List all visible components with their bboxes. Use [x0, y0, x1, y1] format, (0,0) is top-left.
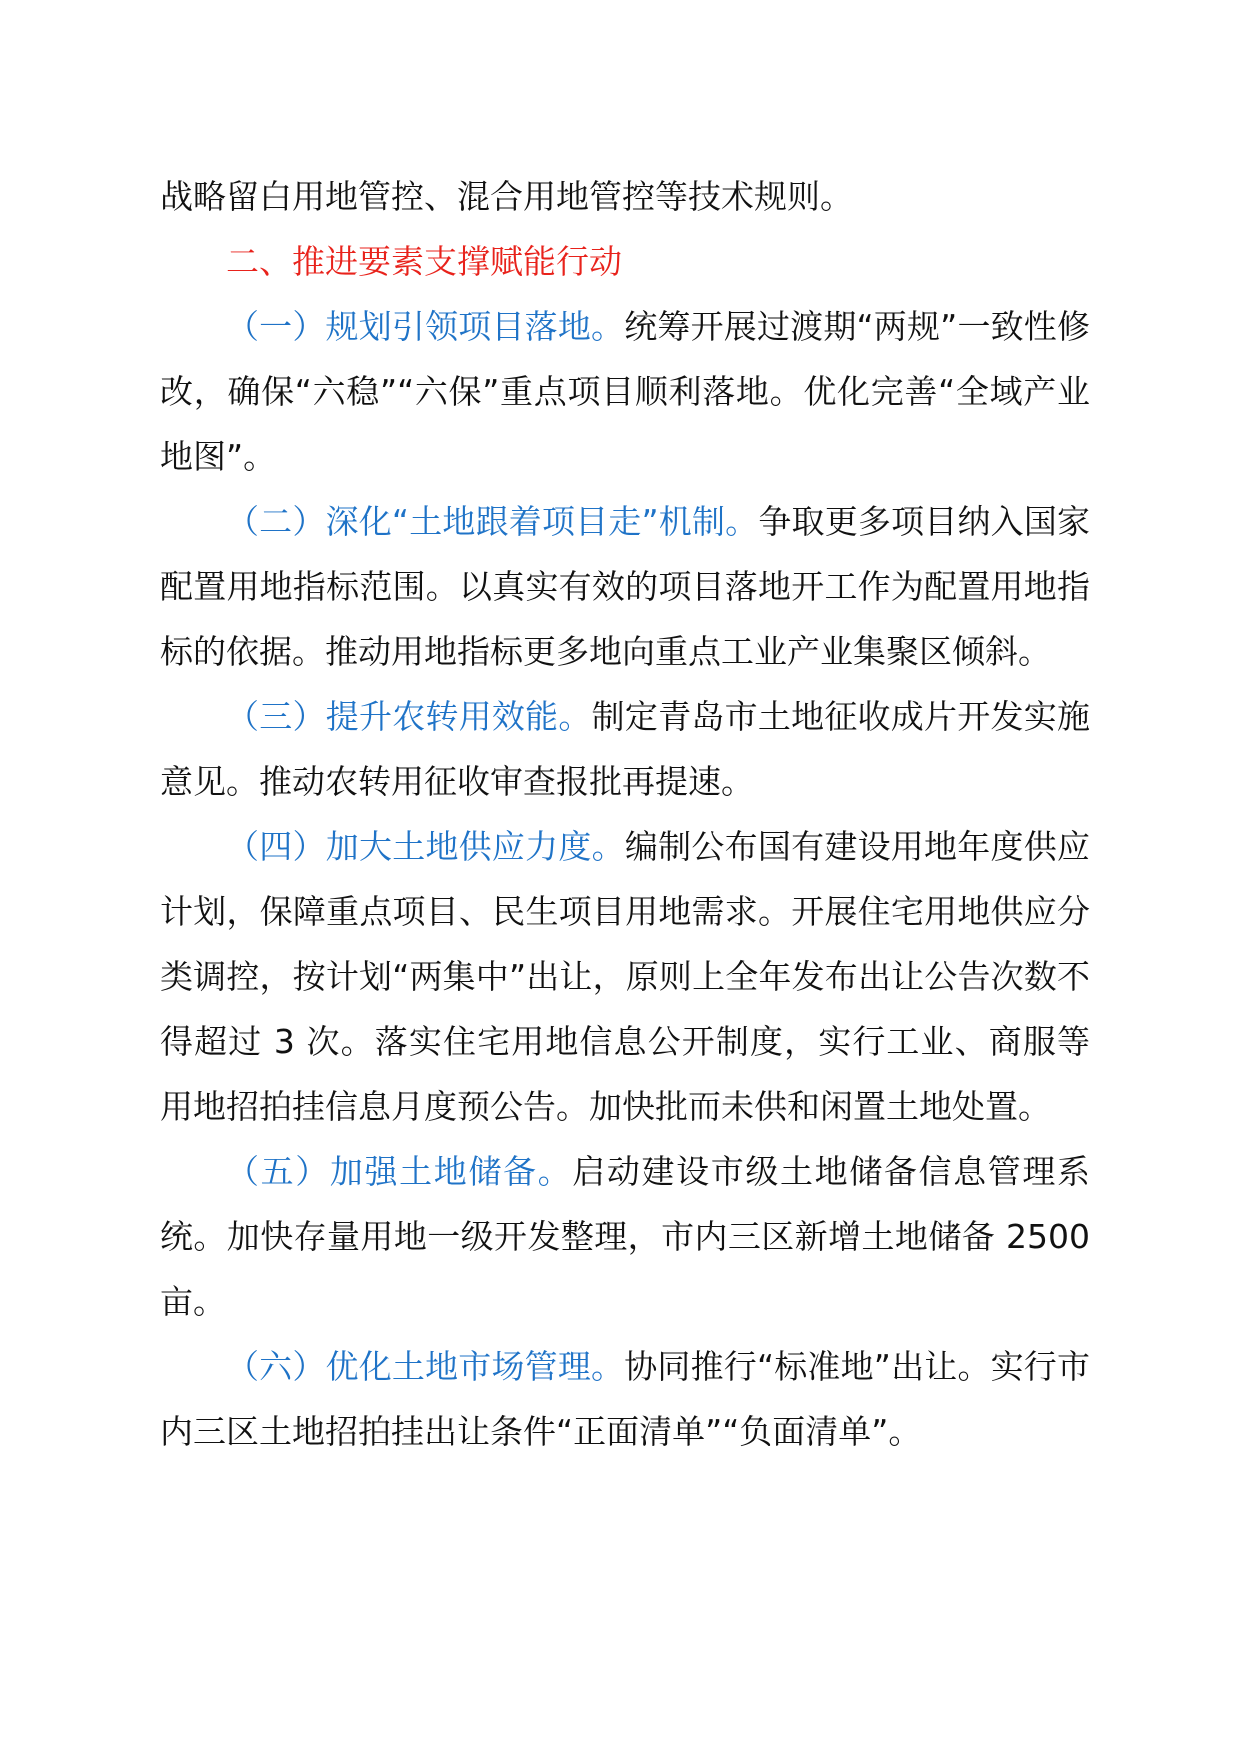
item-6-title: （六）优化土地市场管理。 — [226, 1347, 625, 1386]
item-1-title: （一）规划引领项目落地。 — [226, 307, 625, 346]
item-2-body: 争取更多项目纳入国家配置用地指标范围。以真实有效的项目落地开工作为配置用地指标的依据。推动用地指标更多地向重点工业产业集聚区倾斜。 — [160, 502, 1091, 671]
paragraph-item-3 — [160, 684, 1090, 814]
document-body — [160, 164, 1090, 1464]
paragraph-item-6 — [160, 1334, 1090, 1464]
paragraph-item-5 — [160, 1139, 1090, 1334]
item-3-title: （三）提升农转用效能。 — [226, 697, 592, 736]
paragraph-item-2 — [160, 489, 1090, 684]
item-3-body: 制定青岛市土地征收成片开发实施意见。推动农转用征收审查报批再提速。 — [160, 697, 1091, 801]
section-heading: 二、推进要素支撑赋能行动 — [226, 242, 622, 281]
item-5-title: （五）加强土地储备。 — [226, 1152, 573, 1191]
item-6-body: 协同推行“标准地”出让。实行市内三区土地招拍挂出让条件“正面清单”“负面清单”。 — [160, 1347, 1090, 1451]
item-4-title: （四）加大土地供应力度。 — [226, 827, 625, 866]
item-5-body: 启动建设市级土地储备信息管理系统。加快存量用地一级开发整理，市内三区新增土地储备 2500 亩。 — [160, 1152, 1090, 1321]
item-2-title: （二）深化“土地跟着项目走”机制。 — [226, 502, 759, 541]
intro-paragraph: 战略留白用地管控、混合用地管控等技术规则。 — [160, 177, 853, 216]
item-4-body: 编制公布国有建设用地年度供应计划，保障重点项目、民生项目用地需求。开展住宅用地供应分类调控，按计划“两集中”出让，原则上全年发布出让公告次数不得超过 3 次。落实住宅用地信息公开制度，实行工业、商服等用地招拍挂信息月度预公告。加快批而未供和闲置土地处置。 — [160, 827, 1091, 1126]
paragraph-item-1 — [160, 294, 1090, 489]
item-1-body: 统筹开展过渡期“两规”一致性修改，确保“六稳”“六保”重点项目顺利落地。优化完善“全域产业地图”。 — [160, 307, 1090, 476]
paragraph-item-4 — [160, 814, 1090, 1139]
